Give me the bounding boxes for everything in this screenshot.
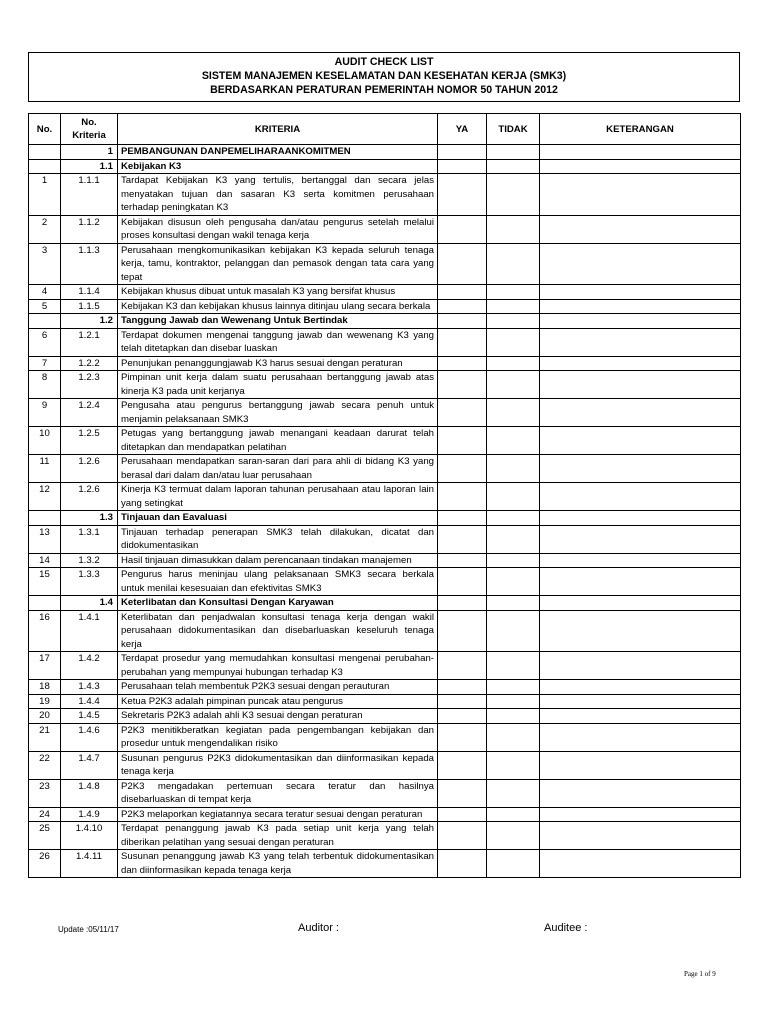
criteria-text: Susunan pengurus P2K3 didokumentasikan dan diinformasikan kepada tenaga kerja: [118, 751, 438, 779]
ya-cell[interactable]: [438, 822, 487, 850]
ya-cell[interactable]: [438, 850, 487, 878]
audit-checklist-table: [28, 113, 741, 878]
col-header-kriteria: KRITERIA: [118, 114, 438, 145]
criteria-number: 1.3: [61, 511, 118, 526]
tidak-cell[interactable]: [487, 553, 540, 568]
tidak-cell[interactable]: [487, 215, 540, 243]
keterangan-cell[interactable]: [540, 596, 741, 611]
ya-cell[interactable]: [438, 680, 487, 695]
table-row: [29, 779, 741, 807]
tidak-cell[interactable]: [487, 145, 540, 160]
ya-cell[interactable]: [438, 159, 487, 174]
criteria-number: 1.1: [61, 159, 118, 174]
keterangan-cell[interactable]: [540, 285, 741, 300]
table-row: [29, 751, 741, 779]
keterangan-cell[interactable]: [540, 174, 741, 216]
criteria-text: P2K3 melaporkan kegiatannya secara teratur sesuai dengan peraturan: [118, 807, 438, 822]
keterangan-cell[interactable]: [540, 568, 741, 596]
criteria-number: 1.4.8: [61, 779, 118, 807]
table-row: [29, 399, 741, 427]
criteria-number: 1.1.3: [61, 243, 118, 285]
ya-cell[interactable]: [438, 145, 487, 160]
criteria-text: Pimpinan unit kerja dalam suatu perusahaan bertanggung jawab atas kinerja K3 pada unit kerjanya: [118, 371, 438, 399]
auditee-label: Auditee :: [544, 922, 588, 934]
criteria-text: Kebijakan K3: [118, 159, 438, 174]
ya-cell[interactable]: [438, 285, 487, 300]
criteria-text: Petugas yang bertanggung jawab menangani keadaan darurat telah ditetapkan dan mendapatkan pelatihan: [118, 427, 438, 455]
ya-cell[interactable]: [438, 709, 487, 724]
row-number: 14: [29, 553, 61, 568]
tidak-cell[interactable]: [487, 652, 540, 680]
criteria-number: 1.4.5: [61, 709, 118, 724]
criteria-text: Tardapat Kebijakan K3 yang tertulis, bertanggal dan secara jelas menyatakan tujuan dan sasaran K3 serta komitmen perusahaan terhadap peningkatan K3: [118, 174, 438, 216]
ya-cell[interactable]: [438, 511, 487, 526]
row-number: 7: [29, 356, 61, 371]
tidak-cell[interactable]: [487, 356, 540, 371]
title-line-3: BERDASARKAN PERATURAN PEMERINTAH NOMOR 50 TAHUN 2012: [210, 84, 558, 96]
tidak-cell[interactable]: [487, 159, 540, 174]
criteria-number: 1.1.4: [61, 285, 118, 300]
keterangan-cell[interactable]: [540, 215, 741, 243]
document-title-box: [28, 52, 740, 102]
criteria-text: Sekretaris P2K3 adalah ahli K3 sesuai dengan peraturan: [118, 709, 438, 724]
criteria-number: 1.3.2: [61, 553, 118, 568]
criteria-number: 1.4.9: [61, 807, 118, 822]
row-number: 20: [29, 709, 61, 724]
ya-cell[interactable]: [438, 652, 487, 680]
col-header-keterangan: KETERANGAN: [540, 114, 741, 145]
criteria-text: PEMBANGUNAN DANPEMELIHARAANKOMITMEN: [118, 145, 438, 160]
row-number: 18: [29, 680, 61, 695]
tidak-cell[interactable]: [487, 243, 540, 285]
keterangan-cell[interactable]: [540, 807, 741, 822]
table-row: [29, 525, 741, 553]
keterangan-cell[interactable]: [540, 455, 741, 483]
keterangan-cell[interactable]: [540, 751, 741, 779]
tidak-cell[interactable]: [487, 610, 540, 652]
keterangan-cell[interactable]: [540, 314, 741, 329]
ya-cell[interactable]: [438, 525, 487, 553]
row-number: 25: [29, 822, 61, 850]
criteria-number: 1.4.3: [61, 680, 118, 695]
ya-cell[interactable]: [438, 215, 487, 243]
update-date: Update :05/11/17: [58, 925, 119, 934]
criteria-text: Terdapat dokumen mengenai tanggung jawab dan wewenang K3 yang telah ditetapkan dan disebar luaskan: [118, 328, 438, 356]
criteria-text: Tinjauan terhadap penerapan SMK3 telah dilakukan, dicatat dan didokumentasikan: [118, 525, 438, 553]
criteria-number: 1.4.7: [61, 751, 118, 779]
criteria-number: 1.3.1: [61, 525, 118, 553]
row-number: [29, 596, 61, 611]
keterangan-cell[interactable]: [540, 328, 741, 356]
table-row: [29, 356, 741, 371]
row-number: 19: [29, 694, 61, 709]
tidak-cell[interactable]: [487, 723, 540, 751]
table-row: [29, 243, 741, 285]
row-number: 21: [29, 723, 61, 751]
criteria-text: P2K3 mengadakan pertemuan secara teratur dan hasilnya disebarluaskan di tempat kerja: [118, 779, 438, 807]
criteria-number: 1.2.6: [61, 483, 118, 511]
criteria-text: Penunjukan penanggungjawab K3 harus sesuai dengan peraturan: [118, 356, 438, 371]
keterangan-cell[interactable]: [540, 553, 741, 568]
keterangan-cell[interactable]: [540, 159, 741, 174]
row-number: [29, 145, 61, 160]
criteria-number: 1.2.2: [61, 356, 118, 371]
tidak-cell[interactable]: [487, 568, 540, 596]
keterangan-cell[interactable]: [540, 243, 741, 285]
row-number: [29, 511, 61, 526]
table-row: [29, 694, 741, 709]
row-number: 5: [29, 299, 61, 314]
tidak-cell[interactable]: [487, 680, 540, 695]
criteria-number: 1.4.10: [61, 822, 118, 850]
keterangan-cell[interactable]: [540, 371, 741, 399]
criteria-text: Kebijakan disusun oleh pengusaha dan/atau pengurus setelah melalui proses konsultasi dengan wakil tenaga kerja: [118, 215, 438, 243]
row-number: 13: [29, 525, 61, 553]
ya-cell[interactable]: [438, 455, 487, 483]
tidak-cell[interactable]: [487, 328, 540, 356]
criteria-text: Perusahaan mendapatkan saran-saran dari para ahli di bidang K3 yang berasal dari dalam dan/atau luar perusahaan: [118, 455, 438, 483]
ya-cell[interactable]: [438, 751, 487, 779]
keterangan-cell[interactable]: [540, 483, 741, 511]
criteria-number: 1: [61, 145, 118, 160]
tidak-cell[interactable]: [487, 694, 540, 709]
criteria-number: 1.4.2: [61, 652, 118, 680]
criteria-text: Ketua P2K3 adalah pimpinan puncak atau pengurus: [118, 694, 438, 709]
table-body: [29, 145, 741, 878]
row-number: 17: [29, 652, 61, 680]
criteria-number: 1.2: [61, 314, 118, 329]
col-header-no-kriteria: No. Kriteria: [61, 114, 118, 145]
criteria-number: 1.2.6: [61, 455, 118, 483]
criteria-text: Terdapat prosedur yang memudahkan konsultasi mengenai perubahan-perubahan yang mempunyai hubungan terhadap K3: [118, 652, 438, 680]
criteria-text: P2K3 menitikberatkan kegiatan pada pengembangan kebijakan dan prosedur untuk mengendalikan risiko: [118, 723, 438, 751]
tidak-cell[interactable]: [487, 314, 540, 329]
ya-cell[interactable]: [438, 399, 487, 427]
tidak-cell[interactable]: [487, 709, 540, 724]
ya-cell[interactable]: [438, 596, 487, 611]
row-number: 22: [29, 751, 61, 779]
table-row: [29, 553, 741, 568]
criteria-text: Keterlibatan dan penjadwalan konsultasi tenaga kerja dengan wakil perusahaan didokumentasikan dan disebarluaskan keseluruh tenaga kerja: [118, 610, 438, 652]
keterangan-cell[interactable]: [540, 511, 741, 526]
tidak-cell[interactable]: [487, 822, 540, 850]
tidak-cell[interactable]: [487, 511, 540, 526]
ya-cell[interactable]: [438, 807, 487, 822]
row-number: [29, 314, 61, 329]
criteria-number: 1.2.4: [61, 399, 118, 427]
table-row: [29, 850, 741, 878]
tidak-cell[interactable]: [487, 807, 540, 822]
row-number: 1: [29, 174, 61, 216]
table-row: [29, 680, 741, 695]
criteria-text: Pengusaha atau pengurus bertanggung jawab secara penuh untuk menjamin pelaksanaan SMK3: [118, 399, 438, 427]
tidak-cell[interactable]: [487, 751, 540, 779]
criteria-text: Kebijakan khusus dibuat untuk masalah K3 yang bersifat khusus: [118, 285, 438, 300]
table-row: [29, 652, 741, 680]
criteria-number: 1.4.11: [61, 850, 118, 878]
criteria-number: 1.4.6: [61, 723, 118, 751]
table-row: [29, 285, 741, 300]
criteria-text: Tinjauan dan Eavaluasi: [118, 511, 438, 526]
tidak-cell[interactable]: [487, 427, 540, 455]
keterangan-cell[interactable]: [540, 709, 741, 724]
criteria-text: Kebijakan K3 dan kebijakan khusus lainnya ditinjau ulang secara berkala: [118, 299, 438, 314]
criteria-number: 1.4: [61, 596, 118, 611]
keterangan-cell[interactable]: [540, 525, 741, 553]
ya-cell[interactable]: [438, 174, 487, 216]
row-number: [29, 159, 61, 174]
table-row: [29, 723, 741, 751]
criteria-text: Keterlibatan dan Konsultasi Dengan Karyawan: [118, 596, 438, 611]
table-row: [29, 427, 741, 455]
table-row: [29, 328, 741, 356]
criteria-number: 1.2.5: [61, 427, 118, 455]
criteria-number: 1.1.2: [61, 215, 118, 243]
ya-cell[interactable]: [438, 553, 487, 568]
tidak-cell[interactable]: [487, 779, 540, 807]
criteria-text: Susunan penanggung jawab K3 yang telah terbentuk didokumentasikan dan diinformasikan kepada tenaga kerja: [118, 850, 438, 878]
row-number: 4: [29, 285, 61, 300]
ya-cell[interactable]: [438, 610, 487, 652]
criteria-text: Perusahaan telah membentuk P2K3 sesuai dengan perauturan: [118, 680, 438, 695]
row-number: 8: [29, 371, 61, 399]
criteria-text: Tanggung Jawab dan Wewenang Untuk Bertindak: [118, 314, 438, 329]
row-number: 3: [29, 243, 61, 285]
keterangan-cell[interactable]: [540, 399, 741, 427]
keterangan-cell[interactable]: [540, 652, 741, 680]
row-number: 2: [29, 215, 61, 243]
tidak-cell[interactable]: [487, 174, 540, 216]
criteria-number: 1.2.3: [61, 371, 118, 399]
tidak-cell[interactable]: [487, 525, 540, 553]
row-number: 12: [29, 483, 61, 511]
criteria-text: Kinerja K3 termuat dalam laporan tahunan perusahaan atau laporan lain yang setingkat: [118, 483, 438, 511]
criteria-number: 1.1.1: [61, 174, 118, 216]
ya-cell[interactable]: [438, 483, 487, 511]
ya-cell[interactable]: [438, 243, 487, 285]
tidak-cell[interactable]: [487, 483, 540, 511]
section-row: [29, 596, 741, 611]
ya-cell[interactable]: [438, 427, 487, 455]
col-header-ya: YA: [438, 114, 487, 145]
keterangan-cell[interactable]: [540, 822, 741, 850]
table-header-row: [29, 114, 741, 145]
criteria-number: 1.4.4: [61, 694, 118, 709]
table-row: [29, 174, 741, 216]
ya-cell[interactable]: [438, 694, 487, 709]
auditor-label: Auditor :: [298, 922, 339, 934]
criteria-text: Terdapat penanggung jawab K3 pada setiap unit kerja yang telah diberikan pelatihan yang sesuai dengan peraturan: [118, 822, 438, 850]
table-row: [29, 709, 741, 724]
criteria-number: 1.2.1: [61, 328, 118, 356]
keterangan-cell[interactable]: [540, 427, 741, 455]
section-row: [29, 145, 741, 160]
keterangan-cell[interactable]: [540, 723, 741, 751]
ya-cell[interactable]: [438, 723, 487, 751]
section-row: [29, 159, 741, 174]
table-row: [29, 371, 741, 399]
row-number: 6: [29, 328, 61, 356]
ya-cell[interactable]: [438, 568, 487, 596]
criteria-text: Hasil tinjauan dimasukkan dalam perencanaan tindakan manajemen: [118, 553, 438, 568]
keterangan-cell[interactable]: [540, 694, 741, 709]
row-number: 11: [29, 455, 61, 483]
ya-cell[interactable]: [438, 371, 487, 399]
page-number: Page 1 of 9: [684, 970, 716, 978]
keterangan-cell[interactable]: [540, 850, 741, 878]
ya-cell[interactable]: [438, 314, 487, 329]
ya-cell[interactable]: [438, 779, 487, 807]
criteria-number: 1.3.3: [61, 568, 118, 596]
table-row: [29, 455, 741, 483]
row-number: 10: [29, 427, 61, 455]
criteria-text: Perusahaan mengkomunikasikan kebijakan K3 kepada seluruh tenaga kerja, tamu, kontraktor, pelanggan dan pemasok dengan tata cara yang tepat: [118, 243, 438, 285]
tidak-cell[interactable]: [487, 850, 540, 878]
table-row: [29, 807, 741, 822]
col-header-tidak: TIDAK: [487, 114, 540, 145]
tidak-cell[interactable]: [487, 596, 540, 611]
tidak-cell[interactable]: [487, 299, 540, 314]
table-row: [29, 483, 741, 511]
tidak-cell[interactable]: [487, 455, 540, 483]
keterangan-cell[interactable]: [540, 299, 741, 314]
section-row: [29, 511, 741, 526]
row-number: 23: [29, 779, 61, 807]
row-number: 24: [29, 807, 61, 822]
table-row: [29, 822, 741, 850]
criteria-number: 1.4.1: [61, 610, 118, 652]
criteria-text: Pengurus harus meninjau ulang pelaksanaan SMK3 secara berkala untuk menilai kesesuaian dan efektivitas SMK3: [118, 568, 438, 596]
table-row: [29, 299, 741, 314]
keterangan-cell[interactable]: [540, 356, 741, 371]
section-row: [29, 314, 741, 329]
keterangan-cell[interactable]: [540, 779, 741, 807]
row-number: 26: [29, 850, 61, 878]
title-line-2: SISTEM MANAJEMEN KESELAMATAN DAN KESEHATAN KERJA (SMK3): [201, 70, 567, 82]
col-header-no: No.: [29, 114, 61, 145]
ya-cell[interactable]: [438, 299, 487, 314]
keterangan-cell[interactable]: [540, 680, 741, 695]
tidak-cell[interactable]: [487, 285, 540, 300]
table-row: [29, 568, 741, 596]
keterangan-cell[interactable]: [540, 610, 741, 652]
tidak-cell[interactable]: [487, 371, 540, 399]
row-number: 9: [29, 399, 61, 427]
ya-cell[interactable]: [438, 356, 487, 371]
keterangan-cell[interactable]: [540, 145, 741, 160]
tidak-cell[interactable]: [487, 399, 540, 427]
criteria-number: 1.1.5: [61, 299, 118, 314]
row-number: 15: [29, 568, 61, 596]
table-row: [29, 610, 741, 652]
table-row: [29, 215, 741, 243]
row-number: 16: [29, 610, 61, 652]
title-line-1: AUDIT CHECK LIST: [334, 56, 434, 68]
ya-cell[interactable]: [438, 328, 487, 356]
